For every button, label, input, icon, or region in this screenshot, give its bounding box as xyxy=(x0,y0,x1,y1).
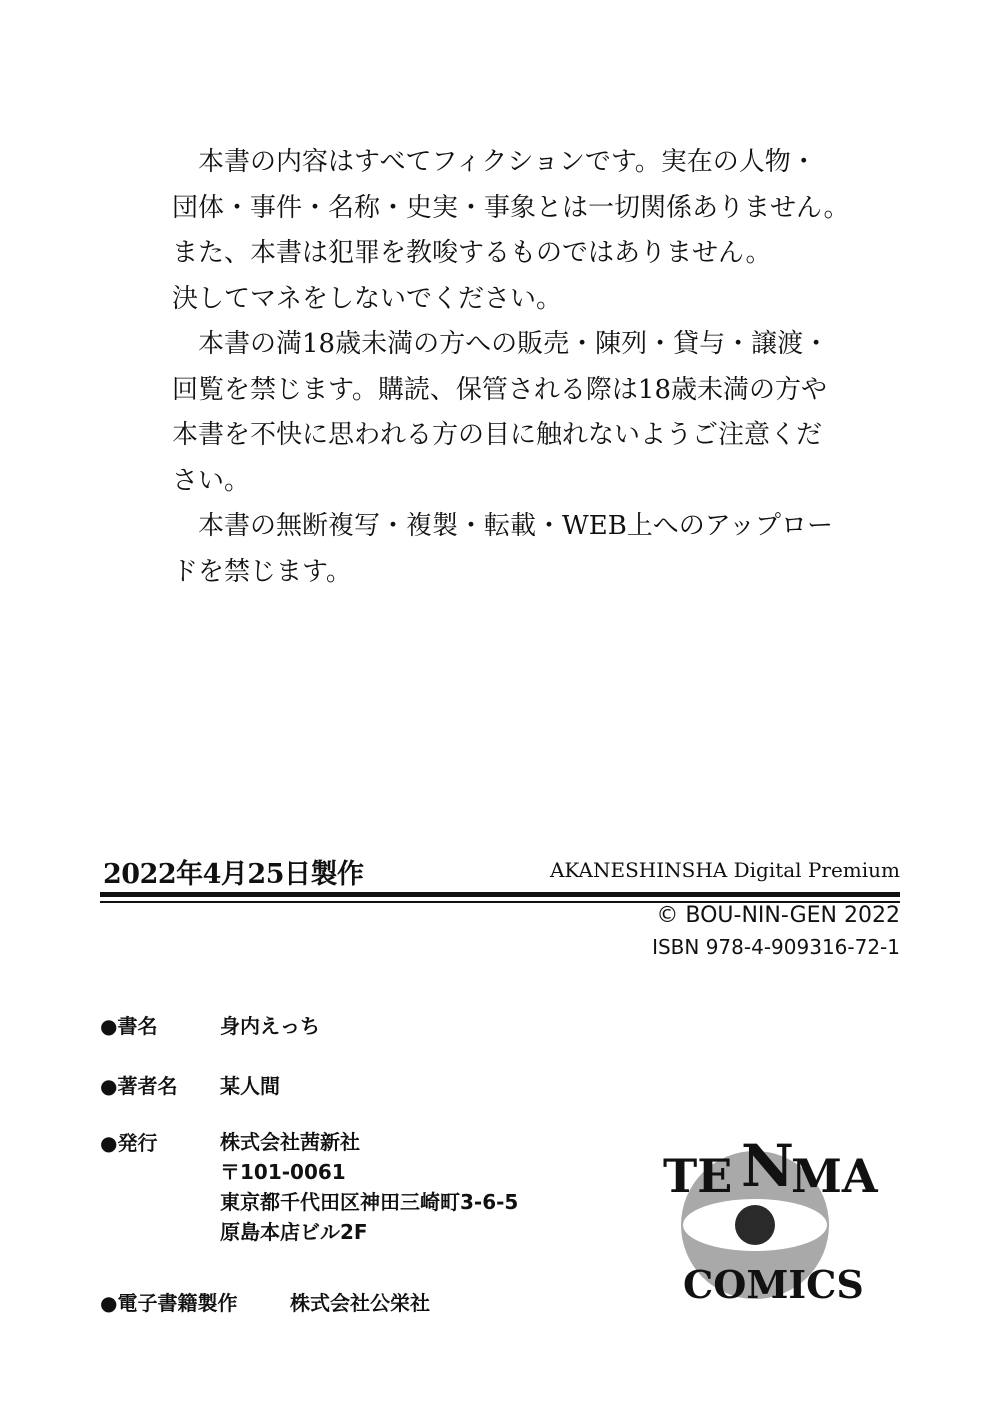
notice-text xyxy=(172,140,850,595)
title-label: ●書名 xyxy=(100,1014,158,1038)
publisher-label: ●発行 xyxy=(100,1131,158,1155)
notice-line: 本書を不快に思われる方の目に触れないようご注意くだ xyxy=(172,420,823,450)
notice-line: また、本書は犯罪を教唆するものではありません。 xyxy=(172,238,772,268)
publisher-value xyxy=(220,1127,518,1247)
notice-paragraph-3 xyxy=(172,504,832,595)
brand-name: AKANESHINSHA Digital Premium xyxy=(549,858,900,882)
notice-line: ドを禁じます。 xyxy=(172,556,352,587)
notice-line: 本書の満18歳未満の方への販売・陳列・貸与・譲渡・ xyxy=(198,329,830,359)
notice-line: 本書の内容はすべてフィクションです。実在の人物・ xyxy=(198,147,817,177)
ebook-value: 株式会社公栄社 xyxy=(290,1291,430,1315)
notice-line: 本書の無断複写・複製・転載・WEB上へのアップロー xyxy=(198,511,833,541)
ebook-label: ●電子書籍製作 xyxy=(100,1291,238,1315)
notice-line: 団体・事件・名称・史実・事象とは一切関係ありません。 xyxy=(172,192,850,223)
title-value: 身内えっち xyxy=(220,1014,320,1038)
publisher-name: 株式会社茜新社 xyxy=(220,1130,360,1154)
production-date: 2022年4月25日製作 xyxy=(103,859,364,890)
author-value: 某人間 xyxy=(220,1074,280,1098)
copyright-notice: © BOU-NIN-GEN 2022 xyxy=(656,903,900,928)
author-label: ●著者名 xyxy=(100,1074,178,1098)
eye-pupil xyxy=(735,1205,775,1245)
isbn-number: ISBN 978-4-909316-72-1 xyxy=(652,935,900,959)
publisher-postal-code: 〒101-0061 xyxy=(220,1160,346,1184)
tenma-comics-logo xyxy=(655,1130,905,1320)
notice-line: 回覧を禁じます。購読、保管される際は18歳未満の方や xyxy=(172,374,828,405)
publisher-building: 原島本店ビル2F xyxy=(220,1220,368,1244)
notice-line: さい。 xyxy=(172,465,251,496)
publisher-address: 東京都千代田区神田三崎町3-6-5 xyxy=(220,1190,519,1214)
logo-text-te: TE xyxy=(663,1149,733,1203)
logo-text-ma: MA xyxy=(791,1149,878,1203)
notice-paragraph-2 xyxy=(172,322,832,504)
notice-line: 決してマネをしないでください。 xyxy=(172,283,563,314)
logo-text-n: N xyxy=(741,1132,795,1200)
divider-thick xyxy=(100,892,900,897)
notice-paragraph-1 xyxy=(172,140,850,322)
logo-text-comics: COMICS xyxy=(683,1262,864,1307)
